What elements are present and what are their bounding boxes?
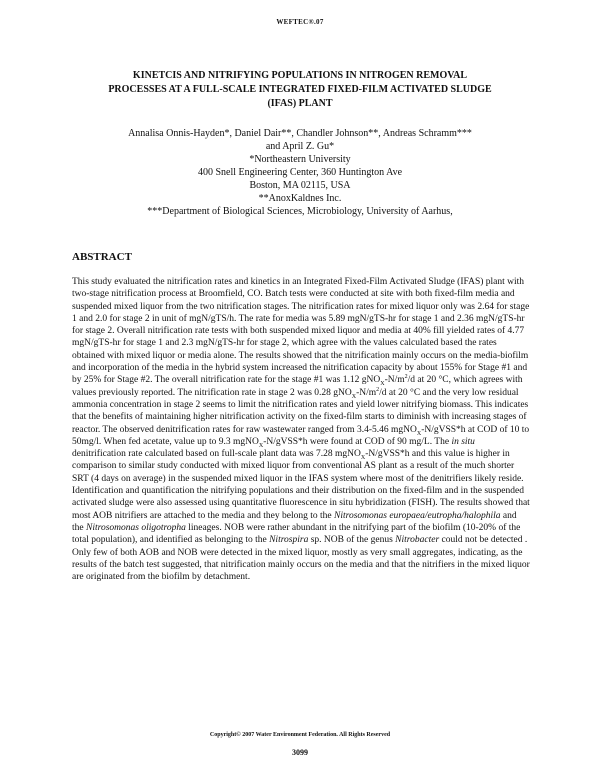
affiliation: Boston, MA 02115, USA — [249, 180, 351, 191]
abstract-body — [72, 276, 530, 583]
paper-title — [70, 69, 530, 111]
author-names: Annalisa Onnis-Hayden*, Daniel Dair**, Chandler Johnson**, Andreas Schramm*** — [128, 128, 472, 139]
author-block — [60, 127, 540, 218]
copyright-notice: Copyright© 2007 Water Environment Federation. All Rights Reserved — [209, 732, 391, 738]
title-line: (IFAS) PLANT — [267, 98, 333, 109]
title-line: PROCESSES AT A FULL-SCALE INTEGRATED FIXED-FILM ACTIVATED SLUDGE — [108, 84, 492, 95]
affiliation: 400 Snell Engineering Center, 360 Huntington Ave — [197, 167, 403, 178]
author-names: and April Z. Gu* — [265, 141, 335, 152]
conference-header: WEFTEC®.07 — [276, 18, 324, 26]
title-line: KINETCIS AND NITRIFYING POPULATIONS IN NITROGEN REMOVAL — [132, 70, 468, 81]
abstract-heading: ABSTRACT — [72, 251, 132, 263]
page-number: 3099 — [292, 748, 308, 757]
abstract-paragraph: This study evaluated the nitrification rates and kinetics in an Integrated Fixed-Film Activated Sludge (IFAS) plant with two-stage nitrification process at Broomfield, CO. Batch tests were conducted at site with both fixed-film media and suspended mixed liquor from the two nitrification stages. The nitrification rates for mixed liquor only was 2.64 for stage 1 and 2.0 for stage 2 in unit of mgN/gTS/h. The rate for media was 5.89 mgN/gTS-hr for stage 1 and 2.36 mgN/gTS-hr for stage 2. Overall nitrification rate tests with both suspended mixed liquor and media at 40% fill yielded rates of 4.77 mgN/gTS-hr for stage 1 and 2.3 mgN/gTS-hr for stage 2, which agree with the values calculated based the rates obtained with mixed liquor or media alone. The results showed that the nitrification mainly occurs on the media-biofilm and incorporation of the media in the hybrid system increased the nitrification capacity by about 155% for Stage #1 and by 25% for Stage #2. The overall nitrification rate for the stage #1 was 1.12 $gNO_X-N/m^2/d$ at 20 °C, which agrees with values previously reported. The nitrification rate in stage 2 was 0.28 $gNO_X-N/m^2/d$ at 20 °C and the very low residual ammonia concentration in stage 2 seems to limit the nitrification rates and yield lower nitrifying biomass. This indicates that the benefits of maintaining higher nitrification activity on the fixed-film starts to diminish with increasing stages of reactor. The observed denitrification rates for raw wastewater ranged from 3.4-5.46 mgNO$_X$-N/gVSS*h at COD of 10 to 50mg/l. When fed acetate, value up to 9.3 mgNO$_X$-N/gVSS*h were found at COD of 90 mg/L. The in situ denitrification rate calculated based on full-scale plant data was 7.28 mgNO$_X$-N/gVSS*h and this value is higher in comparison to similar study conducted with mixed liquor from conventional AS plant as a result of the much shorter SRT (4 days on average) in the suspended mixed liquor in the IFAS system where most of the denitrifiers likely reside. Identification and quantification the nitrifying populations and their distribution on the fixed-film and in the suspended activated sludge were also assessed using quantitative fluorescence in situ hybridization (FISH). The results showed that most AOB nitrifiers are attached to the media and they belong to the Nitrosomonas europaea/eutropha/halophila and the Nitrosomonas oligotropha lineages. NOB were rather abundant in the nitrifying part of the biofilm (10-20% of the total population), and identified as belonging to the Nitrospira sp. NOB of the genus Nitrobacter could not be detected . Only few of both AOB and NOB were detected in the mixed liquor, mostly as very small aggregates, indicating, as the results of the batch test suggested, that nitrification mainly occurs on the media and that the nitrifiers in the mixed liquor are originated from the biofilm by detachment. — [72, 277, 530, 583]
affiliation: **AnoxKaldnes Inc. — [258, 193, 342, 204]
affiliation: *Northeastern University — [249, 154, 351, 165]
affiliation: ***Department of Biological Sciences, Microbiology, University of Aarhus, — [147, 206, 453, 217]
